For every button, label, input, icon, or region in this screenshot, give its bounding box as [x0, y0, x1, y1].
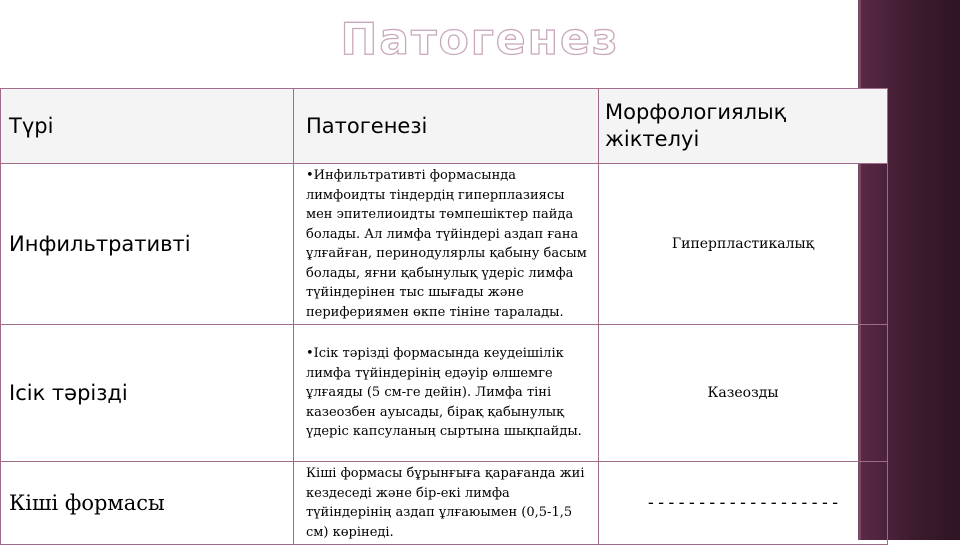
row-morphology: -------------------	[599, 462, 888, 545]
table-row	[1, 325, 888, 462]
row-type: Инфильтративті	[1, 164, 294, 325]
row-type: Ісік тәрізді	[1, 325, 294, 462]
table-header-row	[1, 89, 888, 164]
table-row	[1, 462, 888, 545]
header-pathogenesis: Патогенезі	[294, 89, 599, 164]
header-morphology: Морфологиялық жіктелуі	[599, 89, 888, 164]
header-type: Түрі	[1, 89, 294, 164]
row-type: Кіші формасы	[1, 462, 294, 545]
row-pathogenesis: •Ісік тәрізді формасында кеудеішілік лимфа түйіндерінің едәуір өлшемге ұлғаяды (5 см-ге дейін). Лимфа тіні казеозбен ауысады, бірақ қабынулық үдеріс капсуланың сыртына шықпайды.	[294, 325, 599, 462]
row-pathogenesis: •Инфильтративті формасында лимфоидты тіндердің гиперплазиясы мен эпителиоидты төмпешіктер пайда болады. Ал лимфа түйіндері аздап ғана ұлғайған, перинодулярлы қабыну басым болады, яғни қабынулық үдеріс лимфа түйіндерінен тыс шығады және перифериямен өкпе тініне таралады.	[294, 164, 599, 325]
row-morphology: Казеозды	[599, 325, 888, 462]
table-row	[1, 164, 888, 325]
row-pathogenesis: Кіші формасы бұрынғыға қарағанда жиі кездеседі және бір-екі лимфа түйіндерінің аздап ұлғаюымен (0,5-1,5 см) көрінеді.	[294, 462, 599, 545]
pathogenesis-table	[0, 88, 888, 545]
row-morphology: Гиперпластикалық	[599, 164, 888, 325]
page-title: Патогенез	[340, 14, 620, 65]
